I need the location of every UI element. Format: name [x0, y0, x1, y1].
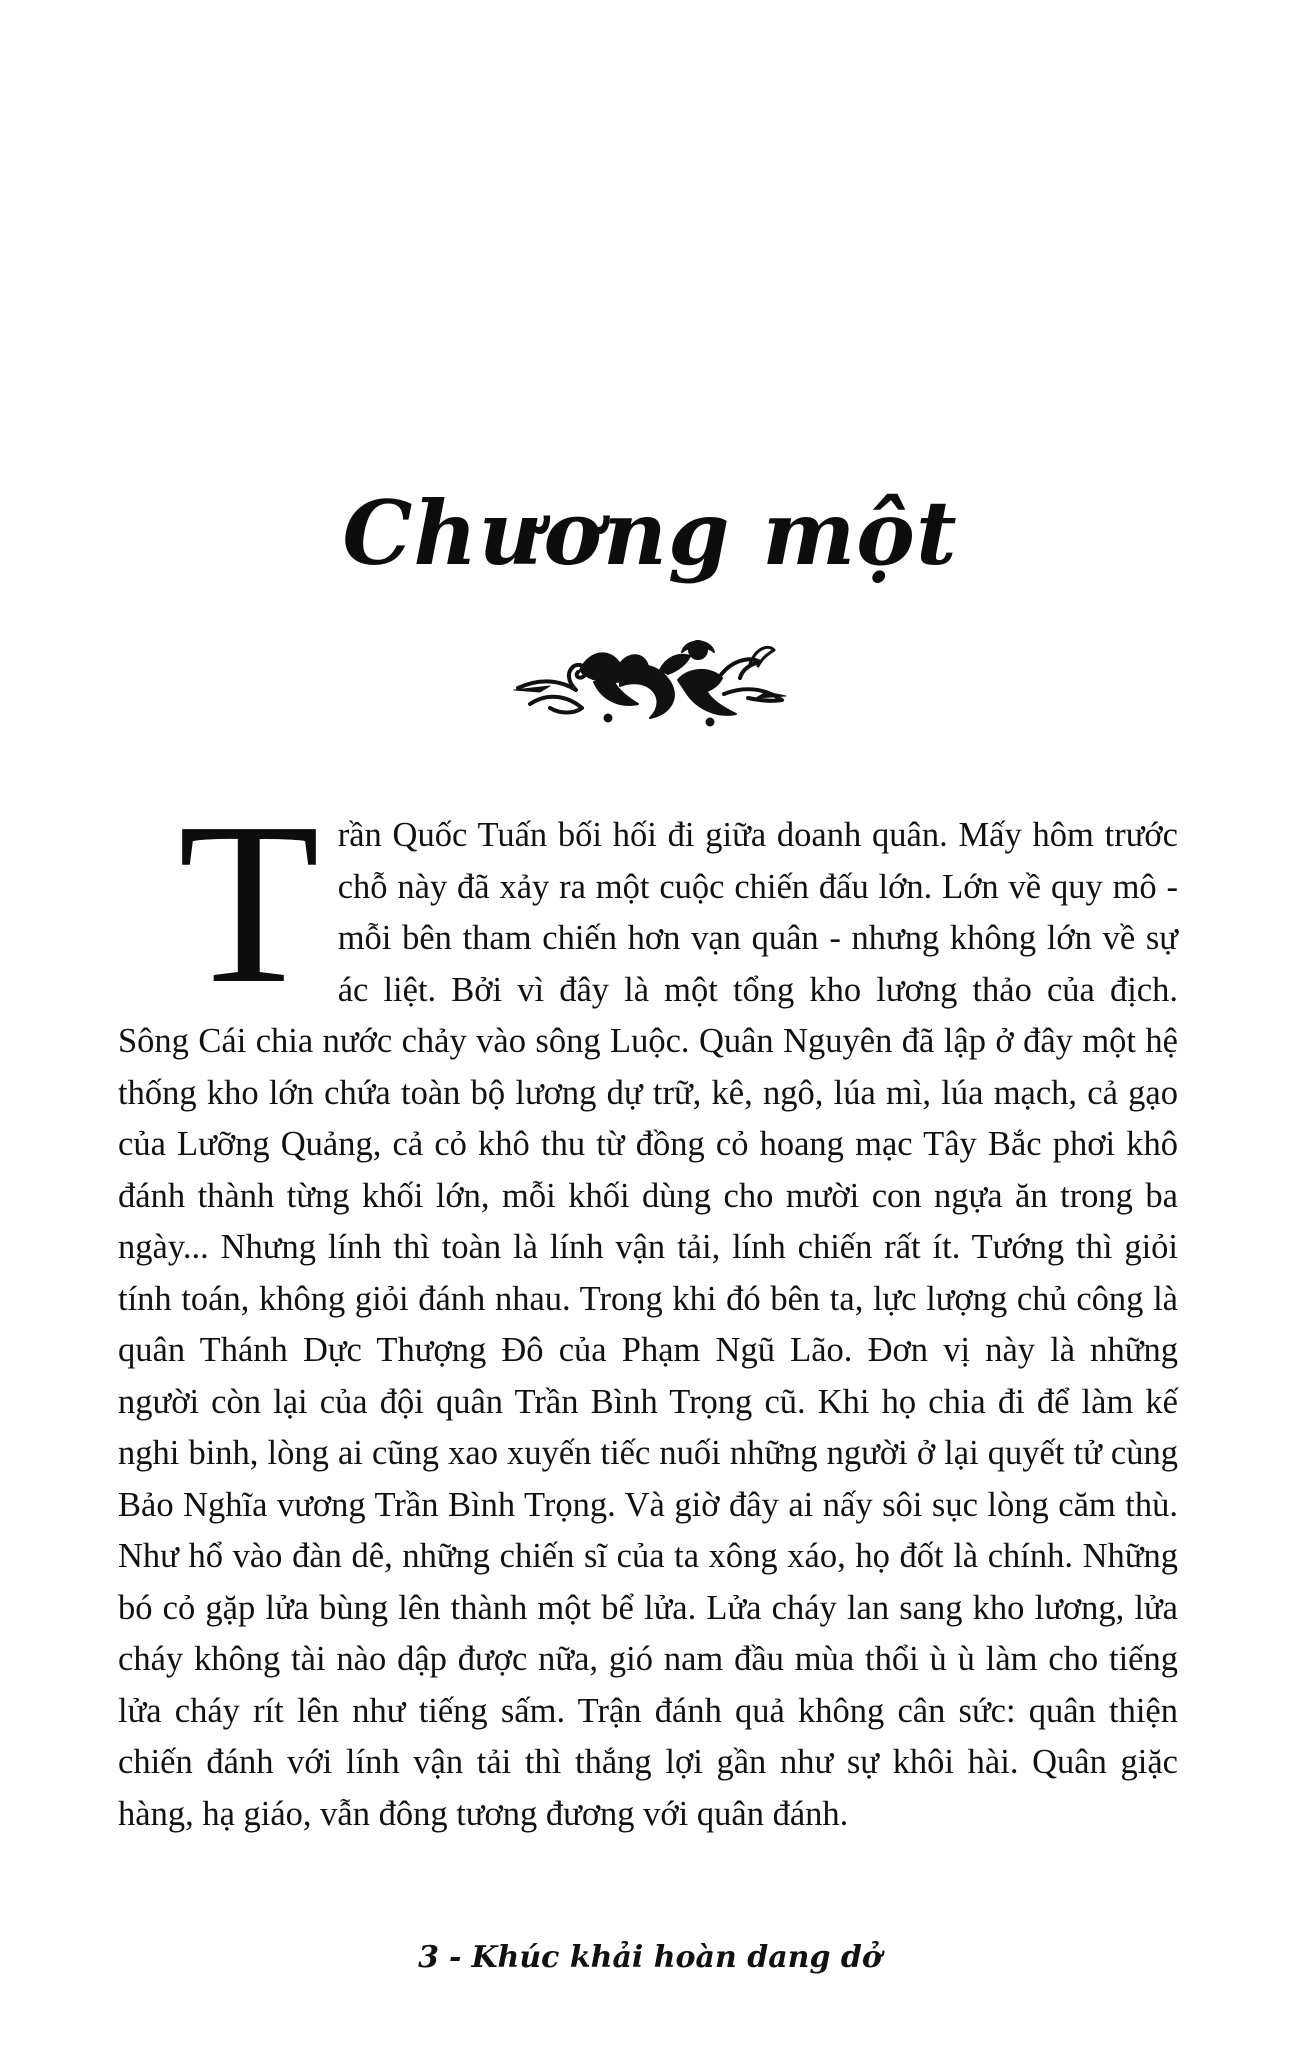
book-title: Khúc khải hoàn dang dở: [471, 1940, 882, 1975]
page-footer: [0, 1940, 1300, 1975]
page-number: 3: [418, 1940, 439, 1975]
floral-ornament-icon: [510, 630, 790, 730]
chapter-body-text: [118, 775, 1178, 1840]
drop-cap-letter: T: [178, 775, 320, 1032]
chapter-title: Chương một: [342, 481, 958, 585]
chapter-paragraph: rần Quốc Tuấn bối hối đi giữa doanh quân. Mấy hôm trước chỗ này đã xảy ra một cuộc chiến đấu lớn. Lớn về quy mô - mỗi bên tham chiến hơn vạn quân - nhưng không lớn về sự ác liệt. Bởi vì đây là một tổng kho lương thảo của địch. Sông Cái chia nước chảy vào sông Luộc. Quân Nguyên đã lập ở đây một hệ thống kho lớn chứa toàn bộ lương dự trữ, kê, ngô, lúa mì, lúa mạch, cả gạo của Lưỡng Quảng, cả cỏ khô thu từ đồng cỏ hoang mạc Tây Bắc phơi khô đánh thành từng khối lớn, mỗi khối dùng cho mười con ngựa ăn trong ba ngày... Nhưng lính thì toàn là lính vận tải, lính chiến rất ít. Tướng thì giỏi tính toán, không giỏi đánh nhau. Trong khi đó bên ta, lực lượng chủ công là quân Thánh Dực Thượng Đô của Phạm Ngũ Lão. Đơn vị này là những người còn lại của đội quân Trần Bình Trọng cũ. Khi họ chia đi để làm kế nghi binh, lòng ai cũng xao xuyến tiếc nuối những người ở lại quyết tử cùng Bảo Nghĩa vương Trần Bình Trọng. Và giờ đây ai nấy sôi sục lòng căm thù. Như hổ vào đàn dê, những chiến sĩ của ta xông xáo, họ đốt là chính. Những bó cỏ gặp lửa bùng lên thành một bể lửa. Lửa cháy lan sang kho lương, lửa cháy không tài nào dập được nữa, gió nam đầu mùa thổi ù ù làm cho tiếng lửa cháy rít lên như tiếng sấm. Trận đánh quả không cân sức: quân thiện chiến đánh với lính vận tải thì thắng lợi gần như sự khôi hài. Quân giặc hàng, hạ giáo, vẫn đông tương đương với quân đánh.: [118, 816, 1178, 1833]
footer-separator: -: [448, 1940, 462, 1975]
